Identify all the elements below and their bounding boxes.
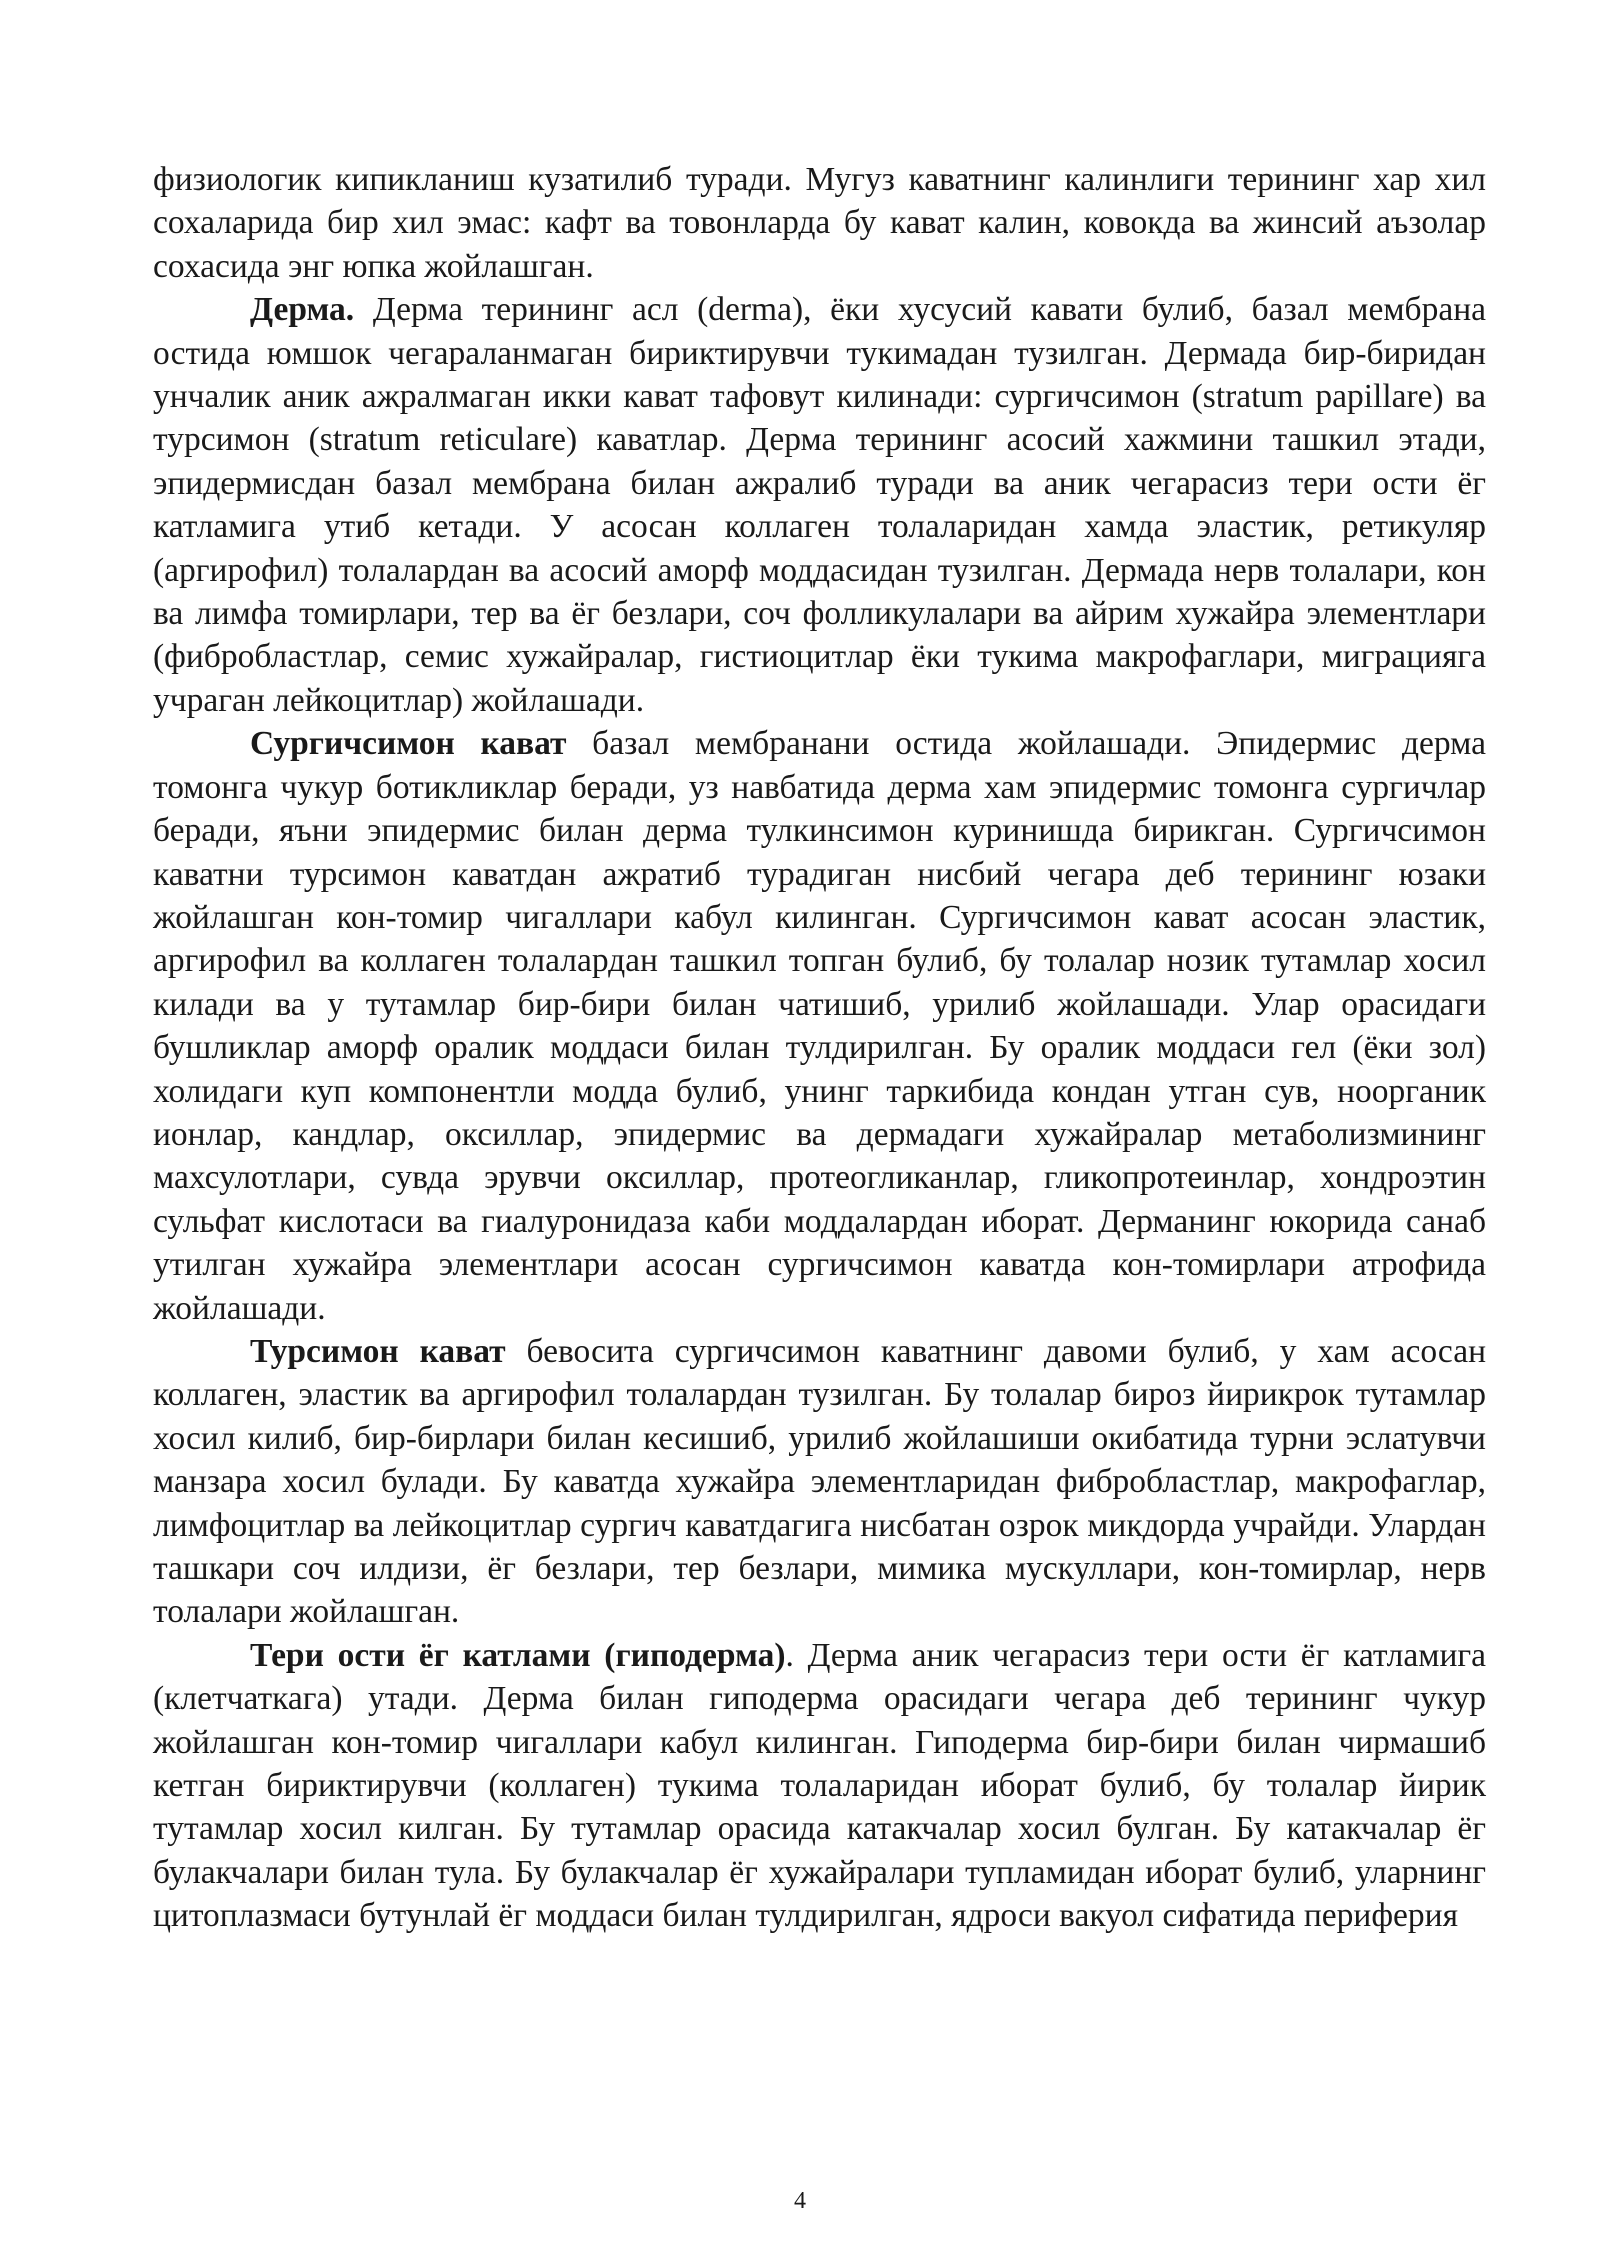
paragraph-reticular-layer (153, 1330, 1486, 1634)
paragraph-heading: Дерма. (250, 291, 355, 329)
paragraph-hypodermis (153, 1634, 1486, 1938)
paragraph-heading: Турсимон кават (250, 1332, 506, 1370)
paragraph-text: . Дерма аник чегарасиз тери ости ёг катламига (клетчаткага) утади. Дерма билан гиподерма орасидаги чегара деб терининг чукур жойлашган кон-томир чигаллари кабул килинган. Гиподерма бир-бири билан чирмашиб кетган бириктирувчи (коллаген) тукима толаларидан иборат булиб, бу толалар йирик тутамлар хосил килган. Бу тутамлар орасида катакчалар хосил булган. Бу катакчалар ёг булакчалари билан тула. Бу булакчалар ёг хужайралари тупламидан иборат булиб, уларнинг цитоплазмаси бутунлай ёг моддаси билан тулдирилган, ядроси вакуол сифатида периферия (153, 1636, 1487, 1935)
paragraph-papillary-layer (153, 722, 1486, 1330)
paragraph-derma (153, 288, 1486, 722)
paragraph-heading: Сургичсимон кават (250, 725, 567, 763)
paragraph-continuation (153, 158, 1486, 288)
paragraph-text: базал мембранани остида жойлашади. Эпидермис дерма томонга чукур ботикликлар беради, уз навбатида дерма хам эпидермис томонга сургичлар беради, яъни эпидермис билан дерма тулкинсимон куринишда бирикган. Сургичсимон каватни турсимон каватдан ажратиб турадиган нисбий чегара деб терининг юзаки жойлашган кон-томир чигаллари кабул килинган. Сургичсимон кават асосан эластик, аргирофил ва коллаген толалардан ташкил топган булиб, бу толалар нозик тутамлар хосил килади ва у тутамлар бир-бири билан чатишиб, урилиб жойлашади. Улар орасидаги бушликлар аморф оралик моддаси билан тулдирилган. Бу оралик моддаси гел (ёки зол) холидаги куп компонентли модда булиб, унинг таркибида кондан утган сув, ноорганик ионлар, кандлар, оксиллар, эпидермис ва дермадаги хужайралар метаболизмининг махсулотлари, сувда эрувчи оксиллар, протеогликанлар, гликопротеинлар, хондроэтин сульфат кислотаси ва гиалуронидаза каби моддалардан иборат. Дерманинг юкорида санаб утилган хужайра элементлари асосан сургичсимон каватда кон-томирлари атрофида жойлашади. (153, 725, 1486, 1327)
paragraph-heading: Тери ости ёг катлами (гиподерма) (250, 1636, 786, 1674)
document-body (153, 158, 1486, 1938)
paragraph-text: бевосита сургичсимон каватнинг давоми булиб, у хам асосан коллаген, эластик ва аргирофил толалардан тузилган. Бу толалар бироз йирикрок тутамлар хосил килиб, бир-бирлари билан кесишиб, урилиб жойлашиши окибатида турни эслатувчи манзара хосил булади. Бу каватда хужайра элементларидан фибробластлар, макрофаглар, лимфоцитлар ва лейкоцитлар сургич каватдагига нисбатан озрок микдорда учрайди. Улардан ташкари соч илдизи, ёг безлари, тер безлари, мимика мускуллари, кон-томирлар, нерв толалари жойлашган. (153, 1332, 1486, 1631)
paragraph-text: Дерма терининг асл (derma), ёки хусусий кавати булиб, базал мембрана остида юмшок чегараланмаган бириктирувчи тукимадан тузилган. Дермада бир-биридан унчалик аник ажралмаган икки кават тафовут килинади: сургичсимон (stratum papillare) ва турсимон (stratum reticulare) каватлар. Дерма терининг асосий хажмини ташкил этади, эпидермисдан базал мембрана билан ажралиб туради ва аник чегарасиз тери ости ёг катламига утиб кетади. У асосан коллаген толаларидан хамда эластик, ретикуляр (аргирофил) толалардан ва асосий аморф моддасидан тузилган. Дермада нерв толалари, кон ва лимфа томирлари, тер ва ёг безлари, соч фолликулалари ва айрим хужайра элементлари (фибробластлар, семис хужайралар, гистиоцитлар ёки тукима макрофаглари, миграцияга учраган лейкоцитлар) жойлашади. (153, 291, 1486, 719)
page-number: 4 (794, 2188, 806, 2214)
paragraph-text: физиологик кипикланиш кузатилиб туради. Мугуз каватнинг калинлиги терининг хар хил сохаларида бир хил эмас: кафт ва товонларда бу кават калин, ковокда ва жинсий аъзолар сохасида энг юпка жойлашган. (153, 161, 1486, 285)
